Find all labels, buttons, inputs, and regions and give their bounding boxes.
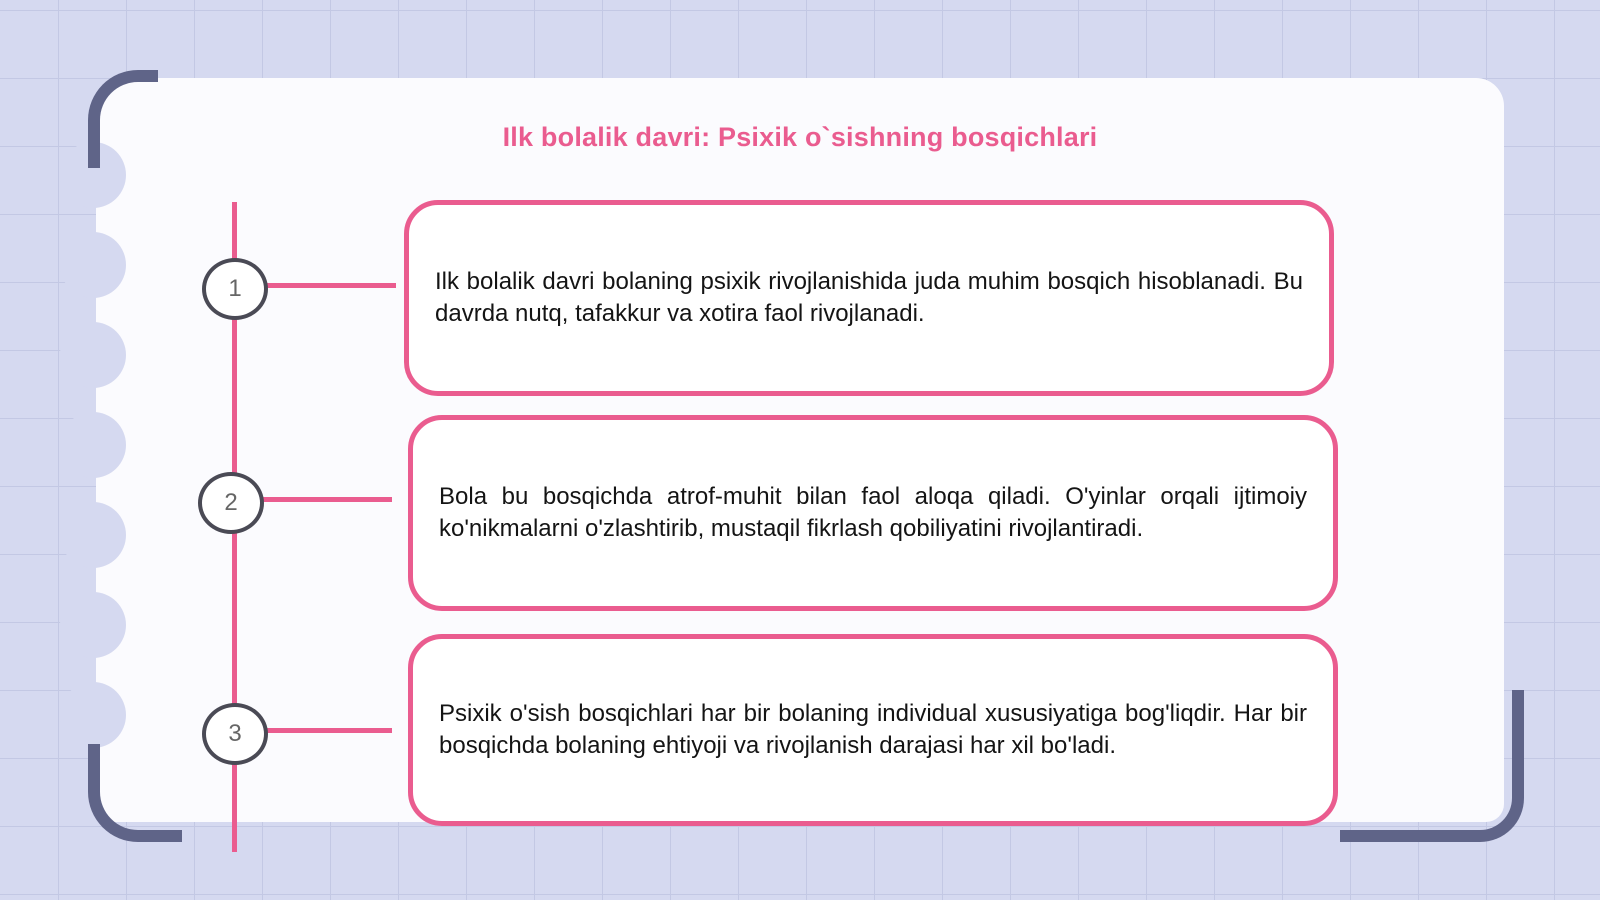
frame-corner-bottom-right [1340,690,1524,842]
card-scallop [60,322,126,388]
step-text: Psixik o'sish bosqichlari har bir bolaning individual xususiyatiga bog'liqdir. Har bir bosqichda bolaning ehtiyoji va rivojlanish darajasi har xil bo'ladi. [439,700,1307,759]
step-number-circle: 1 [202,258,268,320]
step-number-circle: 2 [198,472,264,534]
step-connector [266,283,396,288]
frame-corner-top-left [88,70,158,168]
card-scallop [60,502,126,568]
step-text-box [408,634,1338,826]
card-scallop [60,412,126,478]
frame-corner-bottom-left [88,744,182,842]
card-scallop [60,682,126,748]
step-connector [262,497,392,502]
step-text-box [408,415,1338,611]
step-text-box [404,200,1334,396]
step-number-circle: 3 [202,703,268,765]
step-text: Bola bu bosqichda atrof-muhit bilan faol aloqa qiladi. O'yinlar orqali ijtimoiy ko'nikmalarni o'zlashtirib, mustaqil fikrlash qobiliyatini rivojlantiradi. [439,483,1307,542]
card-scallop [60,232,126,298]
step-text: Ilk bolalik davri bolaning psixik rivojlanishida juda muhim bosqich hisoblanadi. Bu davrda nutq, tafakkur va xotira faol rivojlanadi. [435,268,1303,327]
card-scallop [60,592,126,658]
slide-title: Ilk bolalik davri: Psixik o`sishning bosqichlari [502,122,1098,152]
step-connector [266,728,392,733]
